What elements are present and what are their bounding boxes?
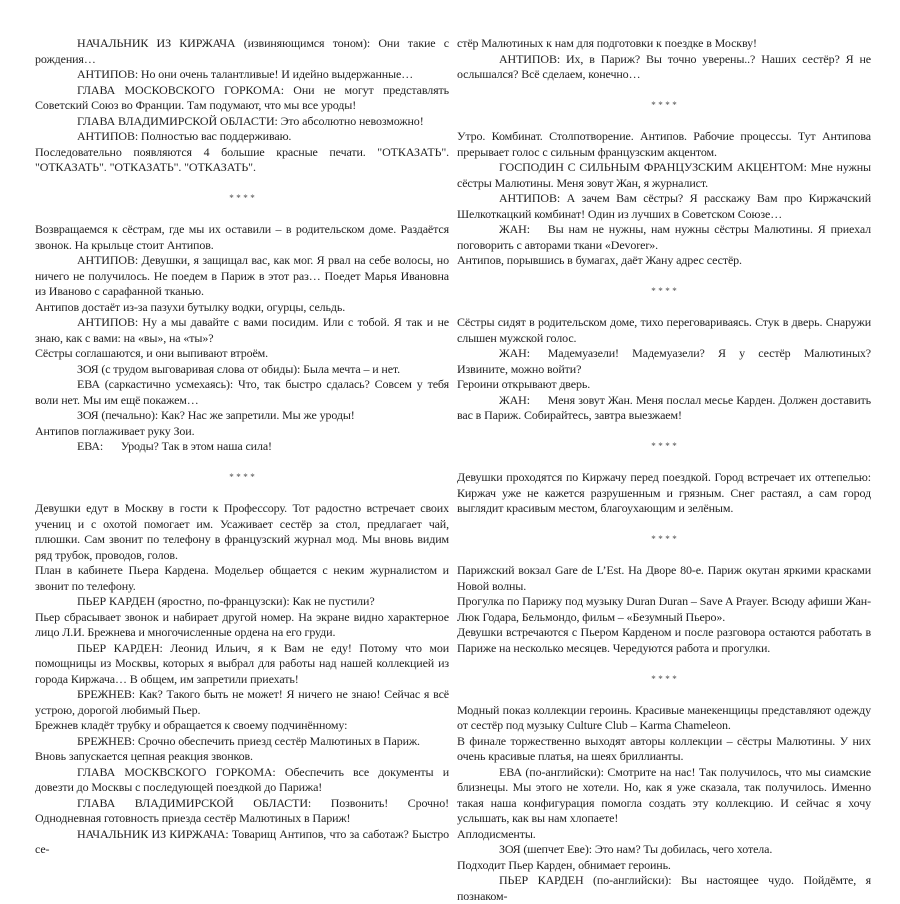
script-paragraph: ГЛАВА МОСКОВСКОГО ГОРКОМА: Они не могут представлять Советский Союз во Франции. Там подумают, что мы все уроды!	[35, 82, 449, 112]
script-paragraph: Сёстры сидят в родительском доме, тихо переговариваясь. Стук в дверь. Снаружи слышен мужской голос.	[457, 315, 871, 345]
scene-separator: ****	[651, 441, 680, 451]
script-paragraph: Аплодисменты.	[457, 826, 536, 841]
script-paragraph: Девушки проходятся по Киржачу перед поездкой. Город встречает их оттепелью: Киржач уже не кажется разрушенным и грязным. Снег растаял, а сам город выглядит красивым местом, благоухающим и зелёным.	[457, 470, 871, 515]
script-paragraph: БРЕЖНЕВ: Срочно обеспечить приезд сестёр Малютиных в Париж.	[77, 733, 420, 748]
script-paragraph: Пьер сбрасывает звонок и набирает другой номер. На экране видно характерное лицо Л.И. Брежнева и многочисленные ордена на его груди.	[35, 609, 449, 639]
script-paragraph: ЖАН: Вы нам не нужны, нам нужны сёстры Малютины. Я приехал поговорить с авторами ткани «Devorer».	[457, 222, 871, 252]
script-paragraph: АНТИПОВ: Девушки, я защищал вас, как мог. Я рвал на себе волосы, но ничего не получилось. Не поедем в Париж в этот раз… Поедет Марья Ивановна из Иваново с сарафанной тканью.	[35, 253, 449, 298]
script-paragraph: Антипов поглаживает руку Зои.	[35, 423, 195, 438]
script-paragraph: ГОСПОДИН С СИЛЬНЫМ ФРАНЦУЗСКИМ АКЦЕНТОМ: Мне нужны сёстры Малютины. Меня зовут Жан, я журналист.	[457, 160, 871, 190]
script-paragraph: В финале торжественно выходят авторы коллекции – сёстры Малютины. У них очень красивые платья, на шеях бриллианты.	[457, 733, 871, 763]
scene-separator: ****	[651, 100, 680, 110]
script-paragraph: ПЬЕР КАРДЕН (яростно, по-французски): Как не пустили?	[77, 594, 375, 608]
script-paragraph: ЕВА (по-английски): Смотрите на нас! Так получилось, что мы сиамские близнецы. Мы этого не хотели. Но, как я уже сказала, так получилось. Именно такая наша конфигурация помогла создать эту коллекцию. И сейчас я хочу услышать, как вы нам хлопаете!	[457, 764, 871, 825]
script-paragraph: Антипов достаёт из-за пазухи бутылку водки, огурцы, сельдь.	[35, 299, 346, 314]
text-column-right	[457, 36, 871, 904]
script-paragraph: ЕВА: Уроды? Так в этом наша сила!	[77, 439, 272, 453]
scene-separator: ****	[651, 673, 680, 684]
script-paragraph: БРЕЖНЕВ: Как? Такого быть не может! Я ничего не знаю! Сейчас я всё устрою, дорогой любимый Пьер.	[35, 687, 449, 717]
script-paragraph: Парижский вокзал Gare de L’Est. На Дворе 80-е. Париж окутан яркими красками Новой волны.	[457, 563, 871, 593]
script-paragraph: Подходит Пьер Карден, обнимает героинь.	[457, 857, 671, 872]
scene-separator: ****	[229, 472, 258, 482]
script-paragraph: Утро. Комбинат. Столпотворение. Антипов. Рабочие процессы. Тут Антипова прерывает голос с сильным французским акцентом.	[457, 129, 871, 159]
script-paragraph: Последовательно появляются 4 большие красные печати. "ОТКАЗАТЬ". "ОТКАЗАТЬ". "ОТКАЗАТЬ". "ОТКАЗАТЬ".	[35, 144, 449, 174]
script-paragraph: ЖАН: Меня зовут Жан. Меня послал месье Карден. Должен доставить вас в Париж. Собирайтесь, завтра выезжаем!	[457, 392, 871, 422]
script-paragraph: Героини открывают дверь.	[457, 377, 591, 391]
script-paragraph: АНТИПОВ: Их, в Париж? Вы точно уверены..? Наших сестёр? Я не ослышался? Всё сделаем, конечно…	[457, 51, 871, 81]
script-paragraph: АНТИПОВ: Но они очень талантливые! И идейно выдержанные…	[77, 67, 414, 81]
script-paragraph: Прогулка по Парижу под музыку Duran Duran – Save A Prayer. Всюду афиши Жан-Люк Годара, Бельмондо, фильм – «Безумный Пьеро».	[457, 594, 871, 624]
scene-separator: ****	[229, 193, 258, 203]
script-paragraph: ЕВА (саркастично усмехаясь): Что, так быстро сдалась? Совсем у тебя воли нет. Мы им ещё покажем…	[35, 377, 449, 407]
script-paragraph: Брежнев кладёт трубку и обращается к своему подчинённому:	[35, 718, 348, 732]
script-paragraph: Вновь запускается цепная реакция звонков.	[35, 749, 253, 763]
script-paragraph: ЗОЯ (шепчет Еве): Это нам? Ты добилась, чего хотела.	[499, 842, 773, 856]
scene-separator: ****	[651, 286, 680, 296]
script-paragraph: ЗОЯ (с трудом выговаривая слова от обиды): Была мечта – и нет.	[77, 361, 401, 376]
script-paragraph: ПЬЕР КАРДЕН (по-английски): Вы настоящее чудо. Пойдёмте, я познаком-	[457, 873, 871, 903]
script-paragraph: АНТИПОВ: А зачем Вам сёстры? Я расскажу Вам про Киржачский Шелкоткацкий комбинат! Один из лучших в Советском Союзе…	[457, 191, 871, 221]
script-paragraph: стёр Малютиных к нам для подготовки к поездке в Москву!	[457, 36, 757, 50]
script-paragraph: АНТИПОВ: Полностью вас поддерживаю.	[77, 129, 292, 143]
script-paragraph: ЖАН: Мадемуазели! Мадемуазели? Я у сестёр Малютиных? Извините, можно войти?	[457, 346, 871, 376]
script-paragraph: Девушки едут в Москву в гости к Профессору. Тот радостно встречает своих учениц и с охотой помогает им. Усаживает сестёр за стол, предлагает чай, плюшки. Сам звонит по телефону в французский журнал мод. Мы вновь видим ряд трубок, проводов, голов.	[35, 501, 449, 562]
script-paragraph: Возвращаемся к сёстрам, где мы их оставили – в родительском доме. Раздаётся звонок. На крыльце стоит Антипов.	[35, 222, 449, 252]
script-paragraph: НАЧАЛЬНИК ИЗ КИРЖАЧА (извиняющимся тоном): Они такие с рождения…	[35, 36, 449, 66]
script-paragraph: ПЬЕР КАРДЕН: Леонид Ильич, я к Вам не еду! Потому что мои помощницы из Москвы, которых я выбрал для работы над нашей коллекцией из города Киржача… В общем, им запретили приехать!	[35, 640, 449, 686]
script-paragraph: АНТИПОВ: Ну а мы давайте с вами посидим. Или с тобой. Я так и не знаю, как с вами: на «вы», на «ты»?	[35, 315, 449, 345]
script-paragraph: Сёстры соглашаются, и они выпивают втроём.	[35, 346, 269, 360]
script-paragraph: План в кабинете Пьера Кардена. Модельер общается с неким журналистом и звонит по телефону.	[35, 563, 449, 593]
script-paragraph: Модный показ коллекции героинь. Красивые манекенщицы представляют одежду от сестёр под музыку Culture Club – Karma Chameleon.	[457, 702, 871, 732]
text-column-left	[35, 36, 449, 858]
script-paragraph: ГЛАВА МОСКВСКОГО ГОРКОМА: Обеспечить все документы и довезти до Москвы с последующей поездкой до Парижа!	[35, 764, 449, 794]
script-paragraph: НАЧАЛЬНИК ИЗ КИРЖАЧА: Товарищ Антипов, что за саботаж? Быстро се-	[35, 826, 449, 856]
script-paragraph: Девушки встречаются с Пьером Карденом и после разговора остаются работать в Париже на несколько месяцев. Чередуются работа и прогулки.	[457, 625, 871, 655]
script-paragraph: ГЛАВА ВЛАДИМИРСКОЙ ОБЛАСТИ: Это абсолютно невозможно!	[77, 113, 424, 128]
script-paragraph: ЗОЯ (печально): Как? Нас же запретили. Мы же уроды!	[77, 408, 355, 422]
script-paragraph: ГЛАВА ВЛАДИМИРСКОЙ ОБЛАСТИ: Позвонить! Срочно! Однодневная готовность приезда сестёр Малютиных в Париж!	[35, 795, 449, 825]
script-paragraph: Антипов, порывшись в бумагах, даёт Жану адрес сестёр.	[457, 253, 742, 267]
scene-separator: ****	[651, 534, 680, 544]
